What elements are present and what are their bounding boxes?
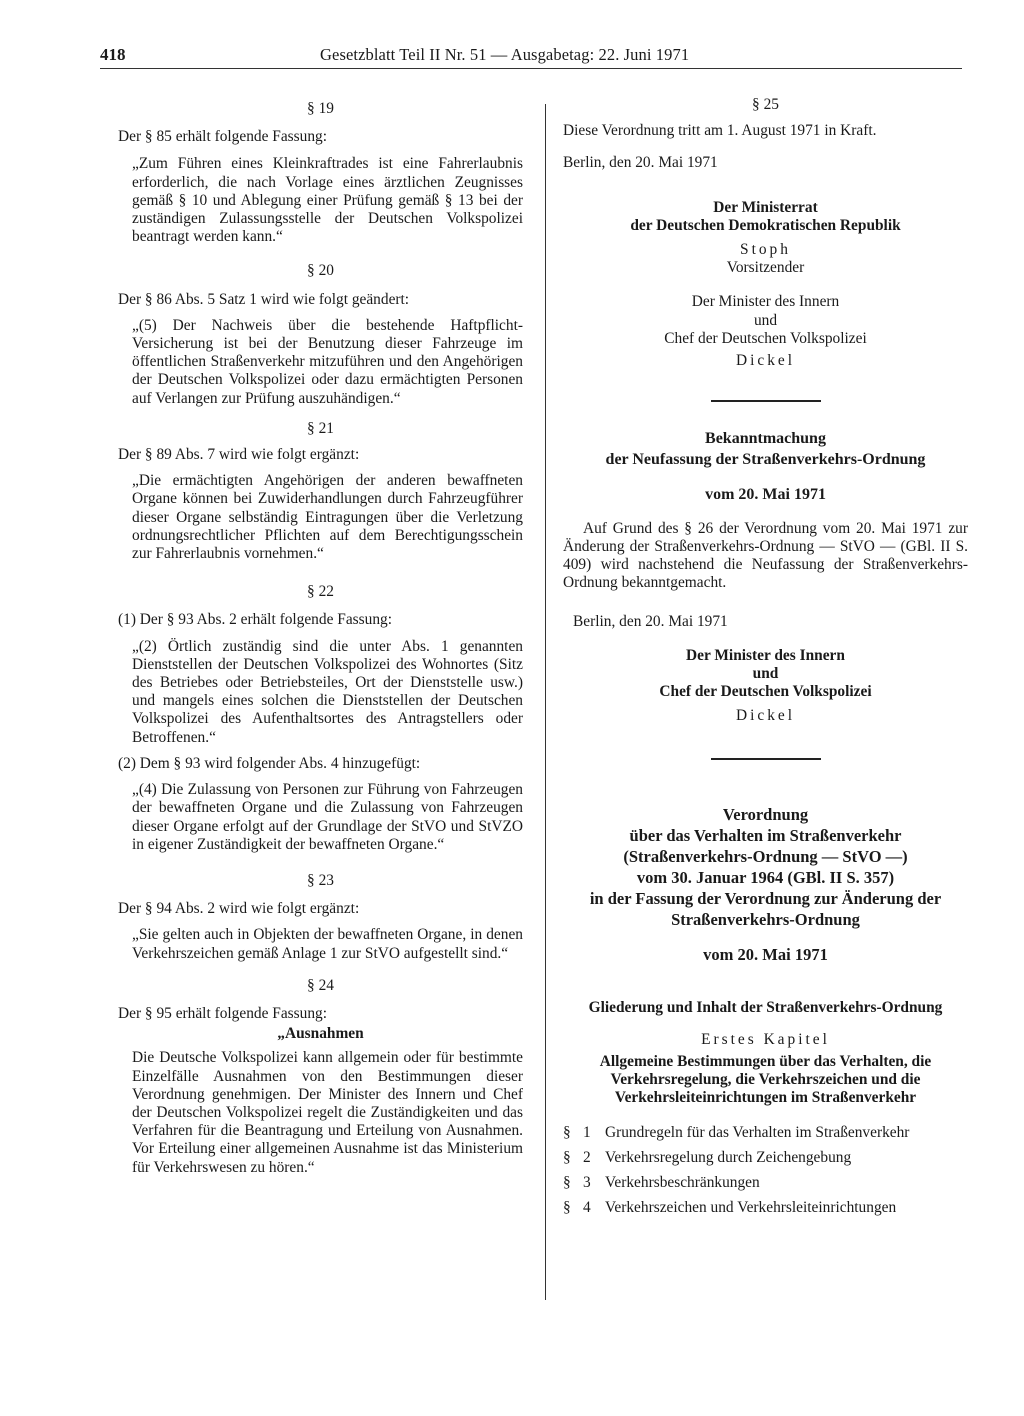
section-21-heading: § 21 (307, 419, 334, 437)
toc-entry (563, 1195, 968, 1220)
section-23-heading: § 23 (307, 871, 334, 889)
page-header (100, 46, 962, 68)
section-22-paragraph-2: (2) Dem § 93 wird folgender Abs. 4 hinzugefügt: (118, 754, 421, 772)
ordinance-title-5: in der Fassung der Verordnung zur Änderung der (589, 888, 942, 908)
toc-entry-number: 2 (583, 1148, 591, 1166)
date-line-1: Berlin, den 20. Mai 1971 (563, 154, 718, 172)
ordinance-title-7: vom 20. Mai 1971 (703, 944, 828, 964)
council-name-line-1: Der Ministerrat (713, 198, 818, 216)
section-22-paragraph-1: (1) Der § 93 Abs. 2 erhält folgende Fassung: (118, 611, 392, 629)
toc-entry-text: Verkehrsbeschränkungen (605, 1173, 760, 1191)
toc-entry (563, 1170, 968, 1195)
toc-chapter: Erstes Kapitel (701, 1030, 830, 1048)
notice-title-2: der Neufassung der Straßenverkehrs-Ordnung (605, 451, 926, 469)
section-25-text: Diese Verordnung tritt am 1. August 1971 in Kraft. (563, 122, 877, 140)
toc-list (563, 1120, 968, 1220)
notice-signer-line-1: Der Minister des Innern (686, 646, 845, 664)
ordinance-title-1: Verordnung (722, 804, 809, 824)
section-19-intro: Der § 85 erhält folgende Fassung: (118, 128, 328, 146)
section-23-intro: Der § 94 Abs. 2 wird wie folgt ergänzt: (118, 900, 360, 918)
signatory-stoph: Stoph (740, 241, 791, 259)
section-19-heading: § 19 (307, 100, 334, 117)
minister-line-3: Chef der Deutschen Volkspolizei (664, 329, 867, 347)
notice-signatory-dickel: Dickel (735, 707, 796, 725)
header-title: Gesetzblatt Teil II Nr. 51 — Ausgabetag: 22. Juni 1971 (320, 45, 690, 64)
section-24-heading: § 24 (307, 976, 334, 994)
toc-chapter-title: Allgemeine Bestimmungen über das Verhalten, die Verkehrsregelung, die Verkehrszeichen und die Verkehrsleiteinrichtungen im Straßenverkehr (599, 1053, 932, 1107)
minister-line-1: Der Minister des Innern (691, 293, 840, 311)
section-25-heading: § 25 (752, 96, 779, 113)
section-19-quote: „Zum Führen eines Kleinkraftrades ist eine Fahrerlaubnis erforderlich, die nach Vorlage eines ärztlichen Zeugnisses gemäß § 10 und Ablegung einer Prüfung gemäß § 13 bei der zuständigen Zulassungsstelle der Deutschen Volkspolizei beantragt werden kann.“ (132, 155, 523, 246)
notice-title-1: Bekanntmachung (705, 430, 826, 448)
header-rule (100, 68, 962, 69)
notice-signer-line-2: und (752, 665, 779, 683)
column-divider (545, 104, 546, 1300)
section-24-subheading: „Ausnahmen (277, 1025, 364, 1043)
toc-entry-number: 1 (583, 1123, 591, 1141)
right-column (563, 96, 968, 1220)
toc-entry-symbol: § (563, 1148, 571, 1166)
separator-rule-1 (711, 400, 821, 402)
left-column (118, 100, 523, 1177)
signatory-stoph-role: Vorsitzender (726, 259, 805, 277)
ordinance-title-3: (Straßenverkehrs-Ordnung — StVO —) (623, 846, 908, 866)
section-22-quote-1: „(2) Örtlich zuständig sind die unter Abs. 1 genannten Dienststellen der Deutschen Volkspolizei des Wohnortes (Sitz des Betriebes oder Betriebsteiles, Ort der Dienststelle usw.) und mangels eines solchen die Dienststellen der Deutschen Volkspolizei des Aufenthaltsortes des Antragstellers oder Betroffenen.“ (132, 637, 523, 746)
page-number: 418 (100, 45, 126, 64)
section-22-heading: § 22 (307, 583, 334, 601)
toc-entry-text: Verkehrsregelung durch Zeichengebung (605, 1148, 852, 1166)
notice-text: Auf Grund des § 26 der Verordnung vom 20. Mai 1971 zur Änderung der Straßenverkehrs-Ordnung — StVO — (GBl. II S. 409) wird nachstehend die Neufassung der Straßenverkehrs-Ordnung bekanntgemacht. (563, 519, 968, 592)
section-20-heading: § 20 (307, 262, 334, 280)
toc-entry (563, 1145, 968, 1170)
notice-signer-line-3: Chef der Deutschen Volkspolizei (659, 683, 872, 701)
section-20-quote: „(5) Der Nachweis über die bestehende Haftpflicht-Versicherung ist bei der Benutzung dieser Fahrzeuge im öffentlichen Straßenverkehr mitzuführen und den Angehörigen der Deutschen Volkspolizei oder dazu ermächtigten Personen auf Verlangen zur Prüfung auszuhändigen.“ (132, 316, 523, 407)
toc-entry-text: Verkehrszeichen und Verkehrsleiteinrichtungen (605, 1198, 897, 1216)
section-20-intro: Der § 86 Abs. 5 Satz 1 wird wie folgt geändert: (118, 290, 410, 308)
toc-entry (563, 1120, 968, 1145)
section-24-body: Die Deutsche Volkspolizei kann allgemein oder für bestimmte Einzelfälle Ausnahmen von den Bestimmungen dieser Verordnung genehmigen. Der Minister des Innern und Chef der Deutschen Volkspolizei regelt die Zuständigkeiten und das Verfahren für die Beantragung und Erteilung von Ausnahmen. Vor Erteilung einer allgemeinen Ausnahme ist das Ministerium für Verkehrswesen zu hören.“ (132, 1049, 523, 1176)
toc-entry-number: 4 (583, 1198, 591, 1216)
toc-entry-symbol: § (563, 1173, 571, 1191)
notice-title-3: vom 20. Mai 1971 (705, 485, 826, 503)
council-name-line-2: der Deutschen Demokratischen Republik (630, 216, 901, 234)
signatory-dickel: Dickel (735, 352, 796, 370)
section-23-quote: „Sie gelten auch in Objekten der bewaffneten Organe, in denen Verkehrszeichen gemäß Anlage 1 zur StVO aufgestellt sind.“ (132, 926, 523, 962)
toc-entry-symbol: § (563, 1198, 571, 1216)
section-21-quote: „Die ermächtigten Angehörigen der anderen bewaffneten Organe können bei Zuwiderhandlungen durch Fahrzeugführer dieser Organe selbständig Eintragungen über die Verletzung ordnungsrechtlicher Pflichten auf dem Berechtigungsschein zur Fahrerlaubnis vornehmen.“ (132, 472, 523, 563)
minister-line-2: und (753, 311, 778, 329)
separator-rule-2 (711, 758, 821, 760)
toc-entry-number: 3 (583, 1173, 591, 1191)
toc-entry-symbol: § (563, 1123, 571, 1141)
toc-entry-text: Grundregeln für das Verhalten im Straßenverkehr (605, 1123, 910, 1141)
ordinance-title-2: über das Verhalten im Straßenverkehr (629, 825, 902, 845)
section-22-quote-2: „(4) Die Zulassung von Personen zur Führung von Fahrzeugen der bewaffneten Organe und die Zulassung von Fahrzeugen dieser Organe erfolgt auf der Grundlage der StVO und StVZO in eigener Zuständigkeit der bewaffneten Organe.“ (132, 781, 523, 853)
section-24-intro: Der § 95 erhält folgende Fassung: (118, 1004, 328, 1022)
toc-title: Gliederung und Inhalt der Straßenverkehrs-Ordnung (588, 998, 943, 1016)
section-21-intro: Der § 89 Abs. 7 wird wie folgt ergänzt: (118, 446, 360, 464)
ordinance-title-6: Straßenverkehrs-Ordnung (671, 909, 860, 929)
ordinance-title-4: vom 30. Januar 1964 (GBl. II S. 357) (636, 867, 895, 887)
notice-date: Berlin, den 20. Mai 1971 (573, 612, 728, 630)
